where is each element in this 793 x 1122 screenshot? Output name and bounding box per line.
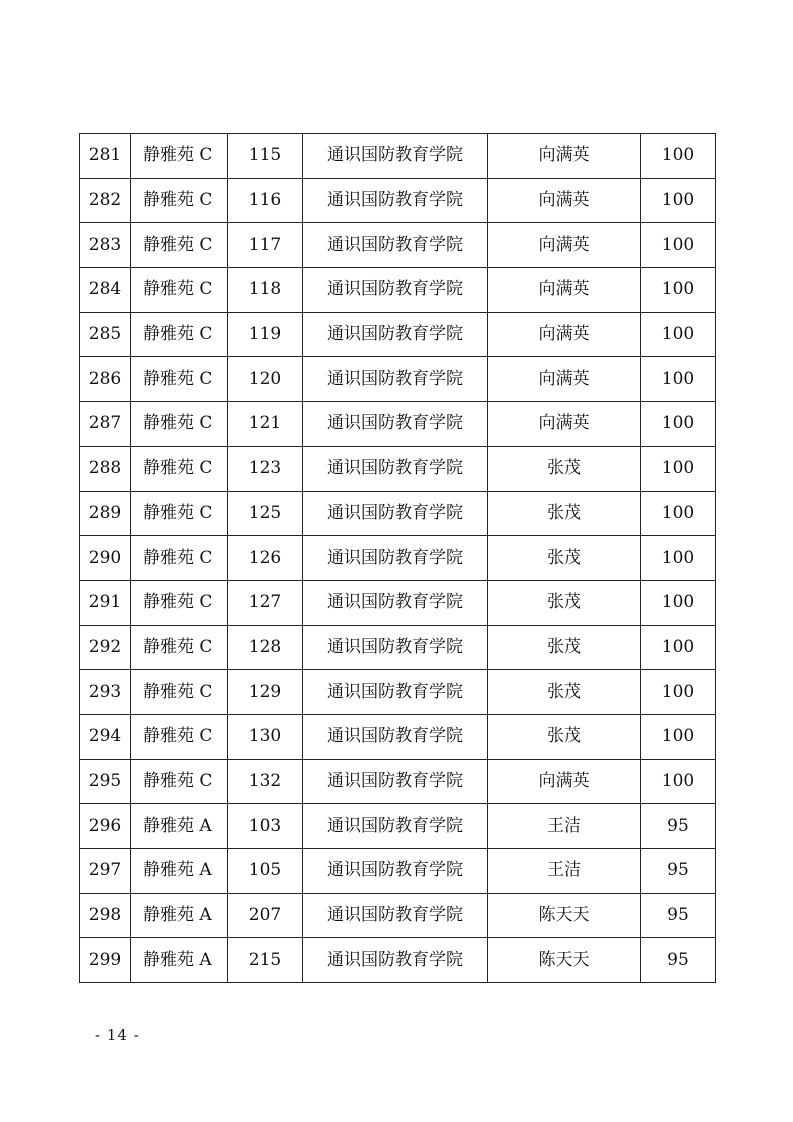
building-cell: 静雅苑 C [131, 714, 228, 759]
room-number-cell: 132 [228, 759, 303, 804]
building-cell: 静雅苑 C [131, 491, 228, 536]
room-number-cell: 126 [228, 536, 303, 581]
room-number-cell: 103 [228, 804, 303, 849]
building-cell: 静雅苑 C [131, 134, 228, 179]
person-cell: 向满英 [488, 268, 641, 313]
college-cell: 通识国防教育学院 [303, 714, 488, 759]
table-row [80, 670, 716, 715]
college-cell: 通识国防教育学院 [303, 536, 488, 581]
room-number-cell: 115 [228, 134, 303, 179]
person-cell: 王洁 [488, 804, 641, 849]
row-number-cell: 285 [80, 312, 131, 357]
college-cell: 通识国防教育学院 [303, 268, 488, 313]
table-row [80, 312, 716, 357]
score-cell: 100 [641, 446, 716, 491]
person-cell: 张茂 [488, 491, 641, 536]
row-number-cell: 298 [80, 893, 131, 938]
row-number-cell: 294 [80, 714, 131, 759]
table-row [80, 402, 716, 447]
room-number-cell: 130 [228, 714, 303, 759]
person-cell: 陈天天 [488, 938, 641, 983]
building-cell: 静雅苑 C [131, 625, 228, 670]
records-table-body [80, 134, 716, 983]
room-number-cell: 128 [228, 625, 303, 670]
score-cell: 100 [641, 402, 716, 447]
person-cell: 向满英 [488, 357, 641, 402]
row-number-cell: 282 [80, 178, 131, 223]
room-number-cell: 105 [228, 849, 303, 894]
college-cell: 通识国防教育学院 [303, 357, 488, 402]
table-row [80, 938, 716, 983]
score-cell: 100 [641, 714, 716, 759]
row-number-cell: 293 [80, 670, 131, 715]
college-cell: 通识国防教育学院 [303, 178, 488, 223]
score-cell: 100 [641, 357, 716, 402]
table-row [80, 178, 716, 223]
room-number-cell: 120 [228, 357, 303, 402]
score-cell: 95 [641, 849, 716, 894]
score-cell: 100 [641, 759, 716, 804]
person-cell: 张茂 [488, 580, 641, 625]
college-cell: 通识国防教育学院 [303, 804, 488, 849]
table-row [80, 893, 716, 938]
person-cell: 向满英 [488, 178, 641, 223]
score-cell: 95 [641, 804, 716, 849]
room-number-cell: 116 [228, 178, 303, 223]
row-number-cell: 292 [80, 625, 131, 670]
table-row [80, 804, 716, 849]
college-cell: 通识国防教育学院 [303, 446, 488, 491]
person-cell: 张茂 [488, 714, 641, 759]
building-cell: 静雅苑 A [131, 804, 228, 849]
college-cell: 通识国防教育学院 [303, 134, 488, 179]
score-cell: 95 [641, 938, 716, 983]
building-cell: 静雅苑 C [131, 223, 228, 268]
college-cell: 通识国防教育学院 [303, 759, 488, 804]
score-cell: 100 [641, 178, 716, 223]
table-row [80, 268, 716, 313]
row-number-cell: 281 [80, 134, 131, 179]
table-row [80, 223, 716, 268]
person-cell: 向满英 [488, 759, 641, 804]
building-cell: 静雅苑 A [131, 893, 228, 938]
room-number-cell: 207 [228, 893, 303, 938]
score-cell: 100 [641, 223, 716, 268]
row-number-cell: 290 [80, 536, 131, 581]
building-cell: 静雅苑 C [131, 268, 228, 313]
room-number-cell: 125 [228, 491, 303, 536]
building-cell: 静雅苑 C [131, 446, 228, 491]
table-row [80, 357, 716, 402]
college-cell: 通识国防教育学院 [303, 938, 488, 983]
college-cell: 通识国防教育学院 [303, 849, 488, 894]
building-cell: 静雅苑 C [131, 357, 228, 402]
score-cell: 100 [641, 670, 716, 715]
room-number-cell: 119 [228, 312, 303, 357]
person-cell: 张茂 [488, 625, 641, 670]
room-number-cell: 215 [228, 938, 303, 983]
college-cell: 通识国防教育学院 [303, 625, 488, 670]
college-cell: 通识国防教育学院 [303, 312, 488, 357]
table-row [80, 134, 716, 179]
table-row [80, 446, 716, 491]
college-cell: 通识国防教育学院 [303, 893, 488, 938]
building-cell: 静雅苑 C [131, 536, 228, 581]
person-cell: 向满英 [488, 134, 641, 179]
room-number-cell: 129 [228, 670, 303, 715]
table-row [80, 625, 716, 670]
college-cell: 通识国防教育学院 [303, 223, 488, 268]
row-number-cell: 295 [80, 759, 131, 804]
building-cell: 静雅苑 C [131, 402, 228, 447]
college-cell: 通识国防教育学院 [303, 580, 488, 625]
room-number-cell: 127 [228, 580, 303, 625]
row-number-cell: 287 [80, 402, 131, 447]
table-row [80, 849, 716, 894]
building-cell: 静雅苑 A [131, 938, 228, 983]
person-cell: 向满英 [488, 312, 641, 357]
room-number-cell: 118 [228, 268, 303, 313]
score-cell: 100 [641, 580, 716, 625]
building-cell: 静雅苑 C [131, 670, 228, 715]
college-cell: 通识国防教育学院 [303, 670, 488, 715]
records-table [79, 133, 716, 983]
row-number-cell: 284 [80, 268, 131, 313]
score-cell: 100 [641, 491, 716, 536]
room-number-cell: 123 [228, 446, 303, 491]
score-cell: 100 [641, 268, 716, 313]
row-number-cell: 288 [80, 446, 131, 491]
person-cell: 张茂 [488, 446, 641, 491]
college-cell: 通识国防教育学院 [303, 491, 488, 536]
building-cell: 静雅苑 C [131, 580, 228, 625]
person-cell: 向满英 [488, 223, 641, 268]
building-cell: 静雅苑 C [131, 178, 228, 223]
score-cell: 100 [641, 536, 716, 581]
person-cell: 张茂 [488, 536, 641, 581]
table-row [80, 714, 716, 759]
building-cell: 静雅苑 C [131, 312, 228, 357]
score-cell: 100 [641, 625, 716, 670]
score-cell: 95 [641, 893, 716, 938]
person-cell: 向满英 [488, 402, 641, 447]
college-cell: 通识国防教育学院 [303, 402, 488, 447]
page-number: - 14 - [95, 1026, 140, 1044]
score-cell: 100 [641, 312, 716, 357]
row-number-cell: 291 [80, 580, 131, 625]
person-cell: 陈天天 [488, 893, 641, 938]
table-row [80, 536, 716, 581]
room-number-cell: 117 [228, 223, 303, 268]
row-number-cell: 297 [80, 849, 131, 894]
table-row [80, 491, 716, 536]
row-number-cell: 299 [80, 938, 131, 983]
building-cell: 静雅苑 A [131, 849, 228, 894]
row-number-cell: 283 [80, 223, 131, 268]
table-row [80, 580, 716, 625]
person-cell: 王洁 [488, 849, 641, 894]
building-cell: 静雅苑 C [131, 759, 228, 804]
table-row [80, 759, 716, 804]
row-number-cell: 289 [80, 491, 131, 536]
room-number-cell: 121 [228, 402, 303, 447]
row-number-cell: 286 [80, 357, 131, 402]
score-cell: 100 [641, 134, 716, 179]
person-cell: 张茂 [488, 670, 641, 715]
row-number-cell: 296 [80, 804, 131, 849]
